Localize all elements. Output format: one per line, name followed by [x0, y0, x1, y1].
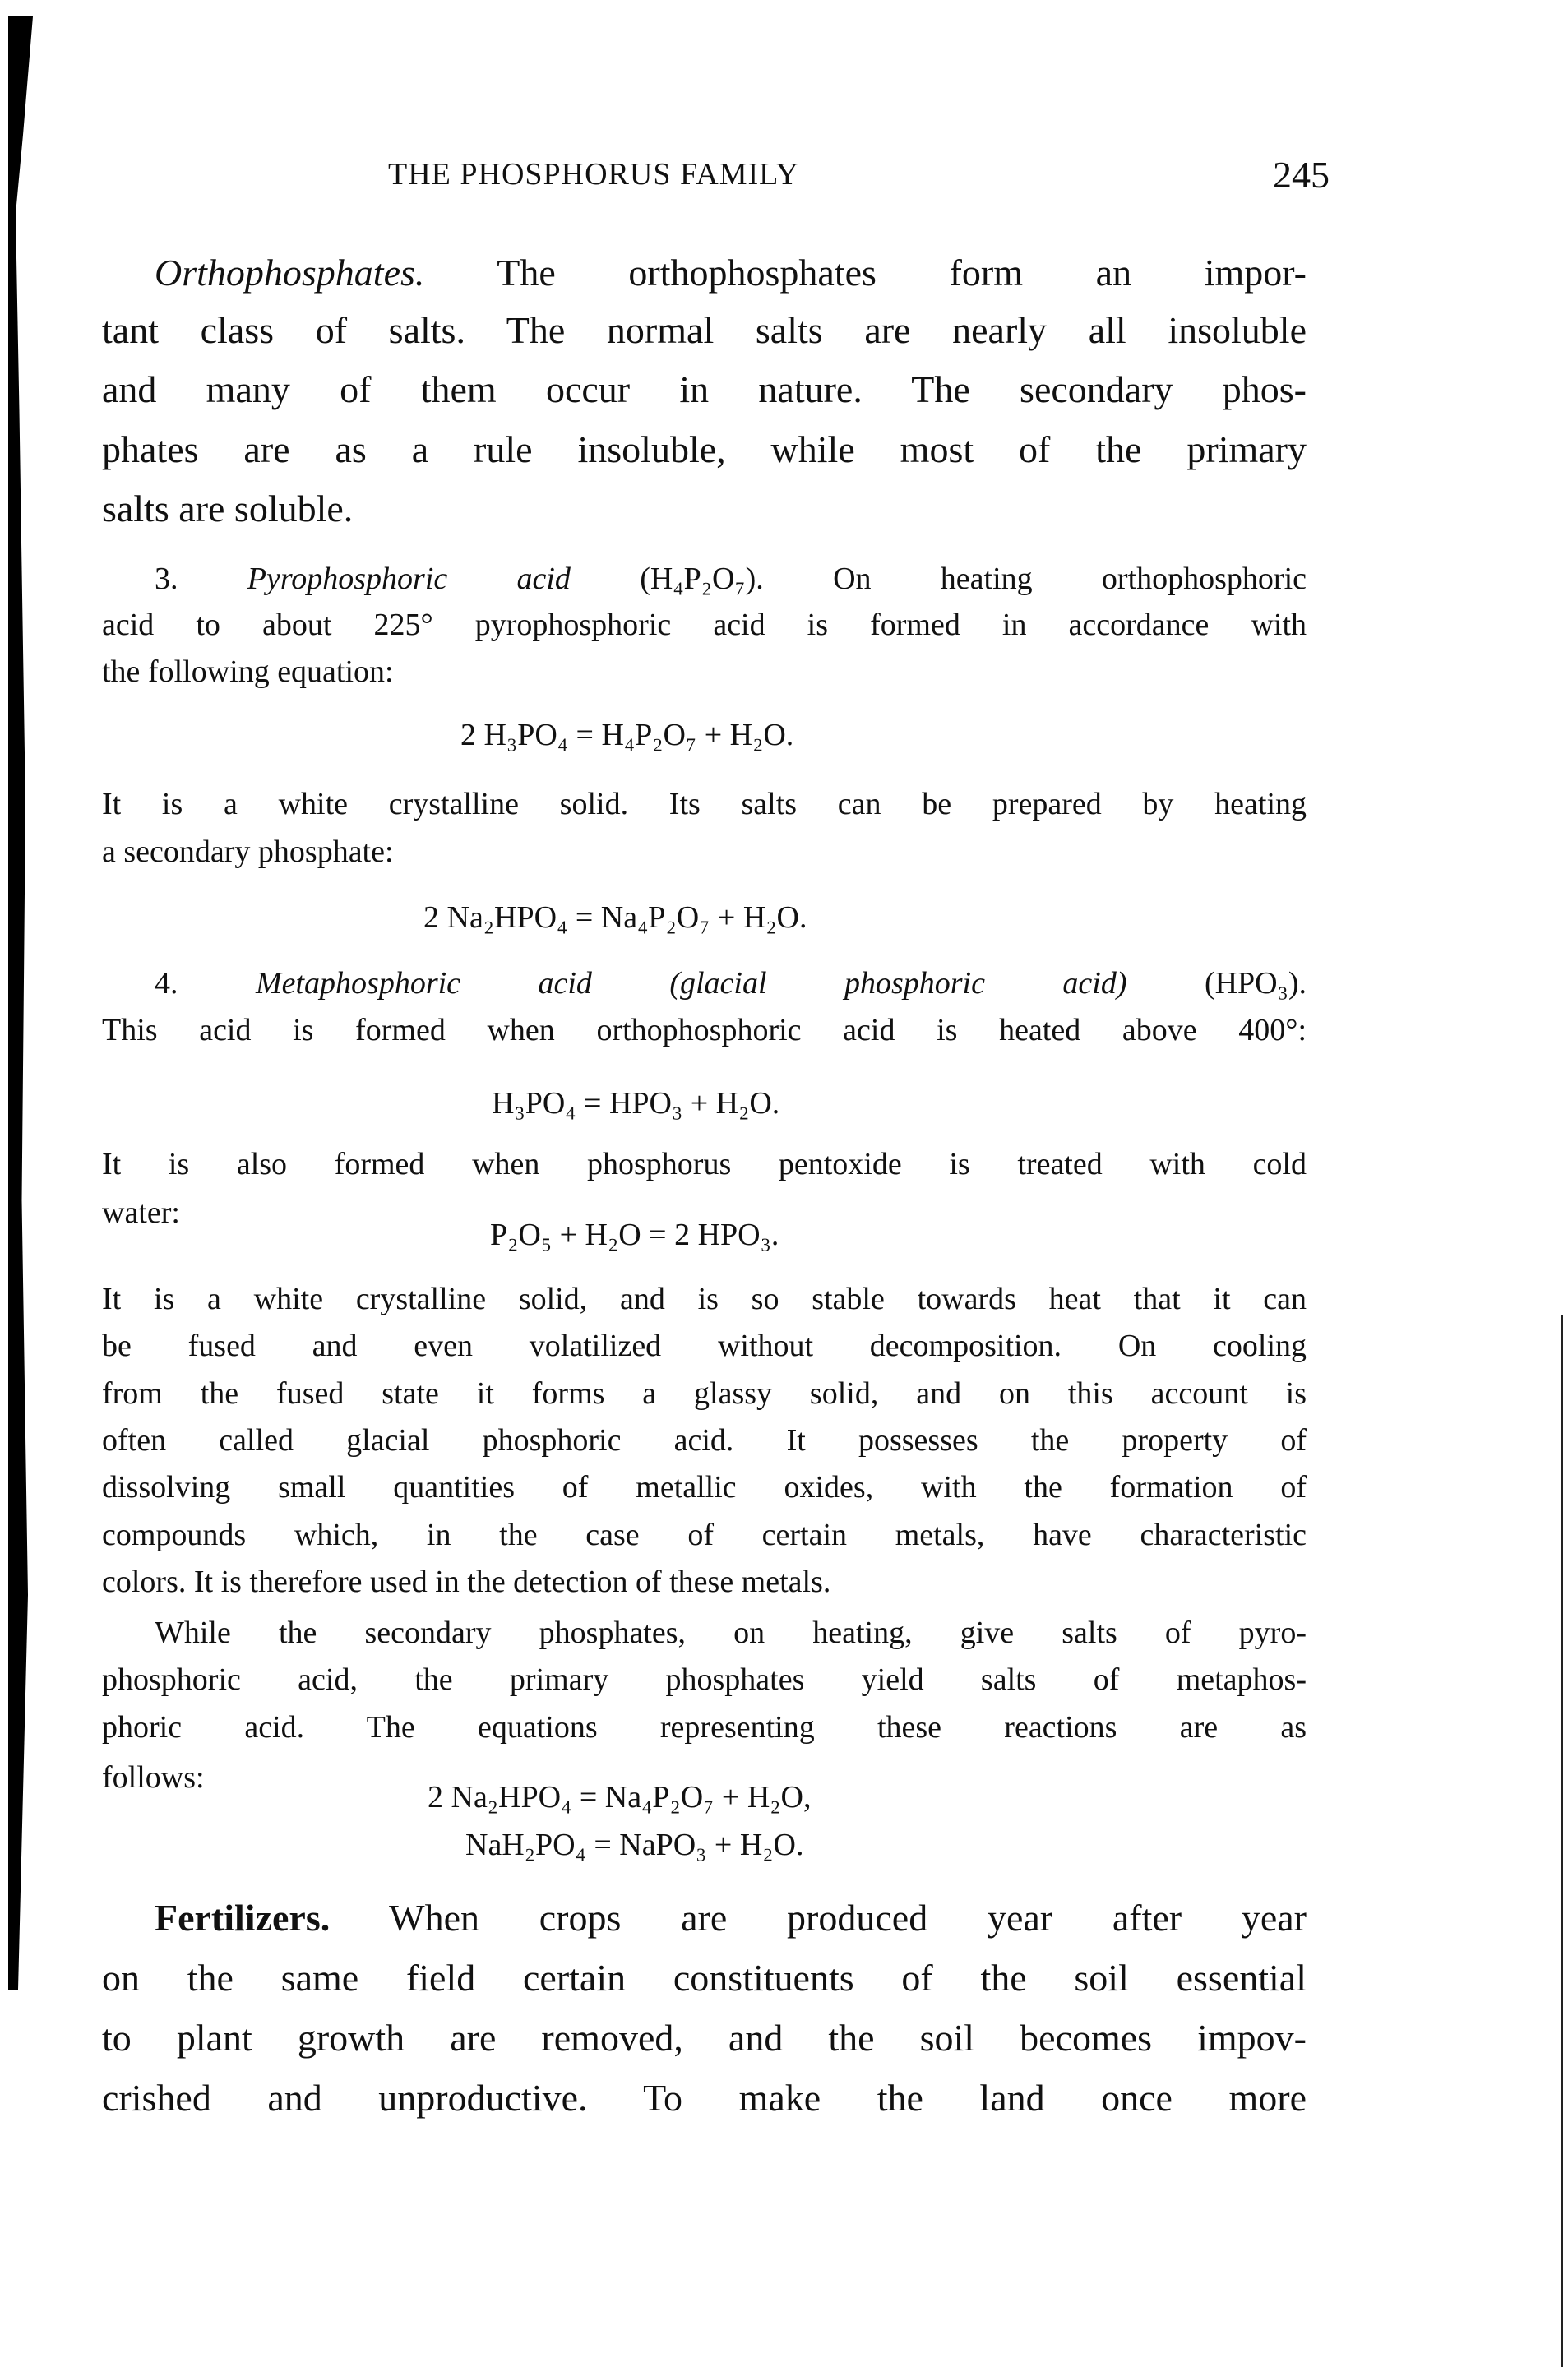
paragraph-line: and many of them occur in nature. The secondary phos- [102, 368, 1307, 410]
paragraph-line: tant class of salts. The normal salts are nearly all insoluble [102, 309, 1307, 351]
item-number: 3. [155, 562, 178, 596]
paragraph-line: It is a white crystalline solid, and is so stable towards heat that it can [102, 1282, 1307, 1316]
paragraph-line: often called glacial phosphoric acid. It possesses the property of [102, 1423, 1307, 1458]
section-heading-pyrophosphoric: Pyrophosphoric acid [247, 562, 571, 596]
paragraph-line: from the fused state it forms a glassy solid, and on this account is [102, 1376, 1307, 1411]
paragraph-line: While the secondary phosphates, on heating, give salts of pyro- [155, 1616, 1307, 1650]
equation: NaH₂PO₄ = NaPO₃ + H₂O. [465, 1828, 804, 1862]
running-title: THE PHOSPHORUS FAMILY [388, 157, 800, 192]
paragraph-line: phates are as a rule insoluble, while most of the primary [102, 428, 1307, 470]
paragraph-line: salts are soluble. [102, 488, 354, 529]
paragraph-line: 3. Pyrophosphoric acid (H₄P₂O₇). On heating orthophosphoric [155, 562, 1307, 596]
paragraph-line: a secondary phosphate: [102, 834, 394, 869]
equation: 2 Na₂HPO₄ = Na₄P₂O₇ + H₂O, [428, 1780, 812, 1815]
paragraph-line: colors. It is therefore used in the detection of these metals. [102, 1565, 831, 1599]
section-heading-metaphosphoric: Metaphosphoric acid (glacial phosphoric acid) [255, 966, 1127, 1001]
equation: 2 Na₂HPO₄ = Na₄P₂O₇ + H₂O. [423, 900, 807, 935]
paragraph-line: phoric acid. The equations representing these reactions are as [102, 1710, 1307, 1745]
page-number: 245 [1273, 154, 1330, 196]
section-heading-fertilizers: Fertilizers. [155, 1897, 331, 1939]
paragraph-line: phosphoric acid, the primary phosphates yield salts of metaphos- [102, 1662, 1307, 1697]
scan-binding-shadow [8, 16, 33, 1990]
formula: (H₄P₂O₇). [640, 562, 764, 596]
paragraph-line [155, 965, 1307, 1001]
paragraph-line: Orthophosphates. The orthophosphates form an impor- [155, 252, 1307, 294]
paragraph-line: on the same field certain constituents of the soil essential [102, 1957, 1307, 1999]
paragraph-line: compounds which, in the case of certain metals, have characteristic [102, 1518, 1307, 1552]
equation: H₃PO₄ = HPO₃ + H₂O. [492, 1086, 780, 1121]
formula: (HPO₃). [1204, 966, 1307, 1001]
paragraph-line: to plant growth are removed, and the soil becomes impov- [102, 2017, 1307, 2059]
paragraph-line: be fused and even volatilized without decomposition. On cooling [102, 1329, 1307, 1363]
section-heading-orthophosphates: Orthophosphates. [155, 252, 425, 294]
equation: P₂O₅ + H₂O = 2 HPO₃. [490, 1218, 779, 1252]
item-number: 4. [155, 966, 178, 1001]
paragraph-line: water: [102, 1195, 180, 1230]
paragraph-line: It is a white crystalline solid. Its salts can be prepared by heating [102, 787, 1307, 821]
paragraph-line: It is also formed when phosphorus pentoxide is treated with cold [102, 1147, 1307, 1181]
paragraph-line: the following equation: [102, 654, 394, 689]
paragraph-line: dissolving small quantities of metallic oxides, with the formation of [102, 1470, 1307, 1505]
equation: 2 H₃PO₄ = H₄P₂O₇ + H₂O. [460, 718, 794, 752]
paragraph-line: crished and unproductive. To make the land once more [102, 2077, 1307, 2119]
paragraph-line: Fertilizers. When crops are produced year after year [155, 1897, 1307, 1939]
scan-page-edge [1561, 1315, 1563, 2367]
paragraph-line: acid to about 225° pyrophosphoric acid is formed in accordance with [102, 608, 1307, 642]
paragraph-line: This acid is formed when orthophosphoric acid is heated above 400°: [102, 1013, 1307, 1047]
paragraph-line: follows: [102, 1760, 205, 1795]
